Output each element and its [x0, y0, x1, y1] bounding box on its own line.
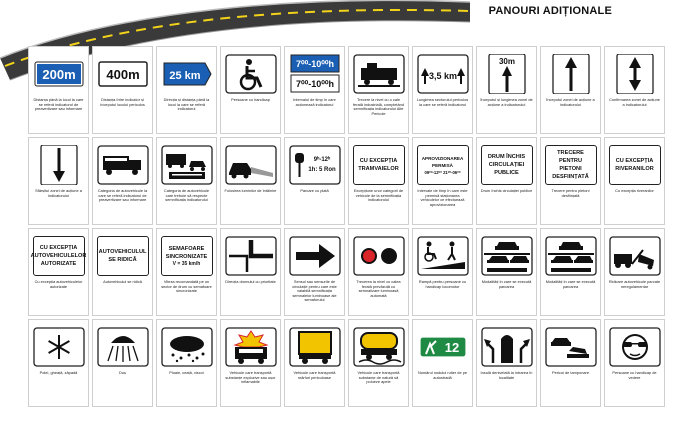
sign-caption: Ploaie, ceață, viscol [169, 371, 204, 375]
sign-caption: Distanța până la locul la care se referă indicatorul de preavertizare sau informare [33, 98, 84, 112]
sign-card [284, 228, 345, 316]
sign-caption: Parcare cu plată [300, 189, 329, 193]
sign-card [540, 137, 601, 225]
sign-card [284, 137, 345, 225]
water-pollution-icon [352, 326, 405, 368]
sign-card [28, 137, 89, 225]
wheelchair-icon [224, 53, 277, 95]
tow-truck-icon [608, 235, 661, 277]
sign-caption: Insulă denivelată la intrarea în localitate [480, 371, 533, 380]
sign-card [28, 46, 89, 134]
sign-text: 1h: 5 Ron [307, 167, 336, 173]
sign-caption: Direcția și distanța până la locul la care se referă indicatorul [163, 98, 210, 112]
svg-text:7⁰⁰-10⁰⁰h [296, 79, 334, 89]
sign-card [604, 319, 665, 407]
sign-text: CU EXCEPȚIA TRAMVAIELOR [358, 158, 399, 172]
sign-card [476, 319, 537, 407]
sign-card [412, 319, 473, 407]
zone-start-length-icon [480, 53, 533, 95]
sign-card [284, 319, 345, 407]
text-sign-icon [96, 235, 149, 277]
sign-caption: Sfârșitul zonei de acțiune a indicatorului [35, 189, 82, 198]
sign-caption: Persoane cu handicap de vedere [612, 371, 657, 380]
text-sign-icon [352, 144, 405, 186]
zone-confirm-icon [608, 53, 661, 95]
sign-caption: Intervalul de timp în care acționează indicatorul [293, 98, 336, 107]
svg-text:30m [498, 57, 514, 66]
sign-caption: Modalități în care se execută parcarea [545, 280, 596, 289]
sign-caption: Autovehiculul se ridică [103, 280, 142, 284]
sign-text: 25 km [168, 70, 201, 82]
sign-caption: Viteza recomandată pe un sector de drum cu semafoare sincronizate [161, 280, 212, 294]
sign-caption: Duș [119, 371, 126, 375]
sign-caption: Pericol de tamponare [552, 371, 589, 375]
sign-caption: Drum închis circulației publice [480, 189, 533, 193]
sign-card [156, 319, 217, 407]
black-arrow-icon [288, 235, 341, 277]
svg-text:25 km [169, 70, 200, 82]
blind-person-icon [608, 326, 661, 368]
dangerous-goods-icon [288, 326, 341, 368]
sign-caption: Începutul zonei de acțiune a indicatorului [546, 98, 595, 107]
sign-caption: Direcția drumului cu prioritate [225, 280, 276, 284]
sign-caption: Intervale de timp în care este permisă staționarea vehiculelor ce efectuează aprovizionarea [417, 189, 468, 207]
sign-text: SEMAFOARE SINCRONIZATE [165, 245, 208, 260]
railway-car-icon [352, 53, 405, 95]
sign-caption: Rampă pentru persoane cu handicap locomotor [418, 280, 467, 289]
sign-card [348, 319, 409, 407]
sign-card [412, 228, 473, 316]
sign-card [476, 137, 537, 225]
sign-caption: Polei, gheață, zăpadă [39, 371, 78, 375]
sign-text: APROVIZIONAREA PERMISĂ [421, 155, 464, 168]
island-icon [480, 326, 533, 368]
sign-card [348, 46, 409, 134]
zone-start-icon [544, 53, 597, 95]
sign-caption: Începutul și lungimea zonei de acțiune a indicatorului [480, 98, 533, 107]
sign-caption: Distanța între indicator și începutul locului periculos [100, 98, 145, 107]
sign-card [540, 228, 601, 316]
bus-car-icon [160, 144, 213, 186]
sign-card [540, 46, 601, 134]
sign-caption: Vehicule care transportă substanțe explozive sau ușor inflamabile [225, 371, 276, 385]
sign-text: CU EXCEPȚIA AUTOVEHICULELOR AUTORIZATE [30, 245, 87, 267]
sign-caption: Vehicule care transportă substanțe de natură să polueze apele [357, 371, 400, 385]
sign-card [220, 46, 281, 134]
text-sign-icon [160, 235, 213, 277]
sign-card [284, 46, 345, 134]
sign-card [156, 137, 217, 225]
svg-text:7⁰⁰-10⁰⁰h [296, 59, 334, 69]
collision-icon [544, 326, 597, 368]
text-sign-icon [544, 144, 597, 186]
text-sign-icon [32, 235, 85, 277]
sign-text: 3,5 km [428, 71, 457, 81]
parking-mode-icon [480, 235, 533, 277]
headlights-icon [224, 144, 277, 186]
sign-card [220, 137, 281, 225]
rain-cloud-icon [160, 326, 213, 368]
sign-card [412, 46, 473, 134]
sign-caption: Folosirea luminilor de întâlnire [224, 189, 277, 193]
white-distance-icon [96, 53, 149, 95]
sign-card [476, 46, 537, 134]
svg-text:200m [42, 67, 75, 82]
sign-card [28, 319, 89, 407]
priority-road-icon [224, 235, 277, 277]
sign-caption: Persoane cu handicap [231, 98, 270, 102]
sign-card [92, 228, 153, 316]
blue-arrow-distance-icon [160, 53, 213, 95]
paid-parking-icon [288, 144, 341, 186]
sign-card [604, 137, 665, 225]
sign-caption: Cu excepția riveranilor [615, 189, 654, 193]
length-arrows-icon [416, 53, 469, 95]
rail-lights-icon [352, 235, 405, 277]
sign-card [348, 228, 409, 316]
sign-caption: Categoria de autovehicule care trebuie să respecte semnificația indicatorului [163, 189, 210, 203]
sign-caption: Lungimea sectorului periculos la care se referă indicatorul [416, 98, 469, 107]
sign-caption: Excepțiune unor categorii de vehicule de la semnificația indicatorului [353, 189, 404, 203]
time-interval-icon [288, 53, 341, 95]
text-sign-icon [480, 144, 533, 186]
sign-card [156, 46, 217, 134]
text-sign-icon [608, 144, 661, 186]
sign-caption: Categoria de autovehicule la care se referă indicatorul de preavertizare sau informare [97, 189, 148, 203]
supply-sign-icon [416, 144, 469, 186]
explosive-vehicle-icon [224, 326, 277, 368]
sign-card [540, 319, 601, 407]
junction-number-icon [416, 326, 469, 368]
sign-text: DRUM ÎNCHIS CIRCULAȚIEI PUBLICE [487, 154, 526, 176]
sign-card [28, 228, 89, 316]
sign-caption: Trecerea la nivel cu calea ferată prevăzută cu semnalizare luminoasă automată [356, 280, 401, 298]
svg-text:3,5 km [428, 71, 456, 81]
ramp-icon [416, 235, 469, 277]
blue-distance-icon [32, 53, 85, 95]
page-title: PANOURI ADIȚIONALE [488, 5, 612, 17]
sign-caption: Trecere pentru pietoni desființată [551, 189, 590, 198]
svg-text:1h: 5 Ron [308, 167, 336, 173]
sign-caption: Modalități în care se execută parcarea [481, 280, 532, 289]
snowflake-icon [32, 326, 85, 368]
svg-text:12 [444, 340, 458, 355]
sign-caption: Sensul sau sensurile de circulație pentru care este valabilă semnificația semnalelor luminoase ale semaforului [292, 280, 337, 303]
sign-text: AUTOVEHICULUL SE RIDICĂ [98, 249, 147, 263]
sign-text: 30m [498, 57, 515, 66]
zone-end-icon [32, 144, 85, 186]
sign-caption: Vehicule care transportă mărfuri periculoase [293, 371, 336, 380]
sign-text: 7⁰⁰-10⁰⁰h [295, 79, 334, 89]
sign-card [92, 137, 153, 225]
sign-text: 7⁰⁰-10⁰⁰h [295, 59, 334, 69]
shower-icon [96, 326, 149, 368]
svg-text:400m [106, 67, 139, 82]
sign-card [604, 228, 665, 316]
sign-text: TRECERE PENTRU PIETONI DESFIINȚATĂ [552, 150, 589, 180]
sign-caption: Confirmarea zonei de acțiune a indicatorului [609, 98, 660, 107]
sign-card [476, 228, 537, 316]
sign-card [348, 137, 409, 225]
sign-text: CU EXCEPȚIA RIVERANILOR [615, 158, 654, 172]
sign-card [604, 46, 665, 134]
sign-text: 200m [41, 67, 76, 82]
sign-card [412, 137, 473, 225]
sign-card [92, 319, 153, 407]
sign-caption: Trecere la nivel cu o cale ferată industrială, completând semnificația indicatorului Alte Pericole [352, 98, 405, 116]
sign-text: 400m [105, 67, 140, 82]
sign-caption: Numărul nodului rutier de pe autostradă [417, 371, 468, 380]
sign-card [220, 319, 281, 407]
sign-text-2: 09⁰⁰-12⁰⁰ 21⁰⁰-06⁰⁰ [424, 169, 461, 175]
sign-caption: Ridicare autovehicule parcate neregulamentar [608, 280, 661, 289]
sign-card [220, 228, 281, 316]
signs-grid [28, 46, 668, 407]
sign-text-2: V = 35 km/h [172, 260, 201, 267]
sign-card [92, 46, 153, 134]
vehicle-category-icon [96, 144, 149, 186]
svg-text:9ʰ-12ʰ [313, 156, 330, 163]
sign-text: 9ʰ-12ʰ [313, 157, 330, 163]
parking-mode-icon [544, 235, 597, 277]
sign-caption: Cu excepția autovehiculelor autorizate [34, 280, 83, 289]
sign-text: 12 [444, 340, 459, 355]
sign-card [156, 228, 217, 316]
